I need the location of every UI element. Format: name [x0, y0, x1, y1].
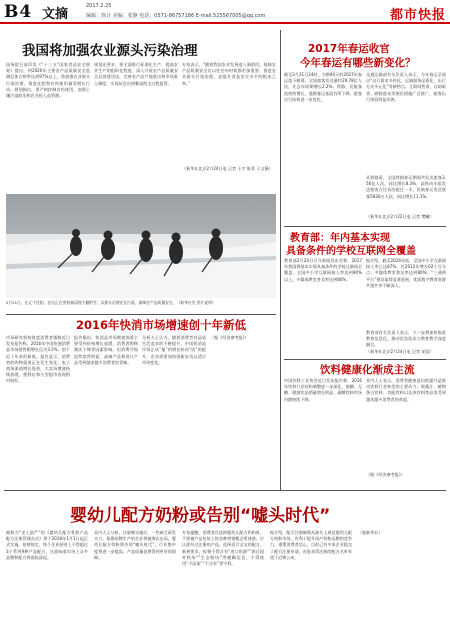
article6-body-col2: 业内人士分析，注册制实施后，一些缺乏研发实力、依靠贴牌生产的企业将被淘汰出局，婴幼儿配方奶粉将告别“嘘头时代”，行业集中度将进一步提高，产品质量也将得到更好的保障。 — [94, 530, 176, 560]
article5-title: 饮料健康化渐成主流 — [320, 364, 415, 376]
article4-title: 2016年快消市场增速创十年新低 — [76, 318, 247, 332]
article1-body-col3: 专家表示，“随着我国农业发展进入新阶段，保障农产品质量安全比以往任何时候都更加重要。推进农业源头污染治理，是提升食品安全水平的根本之举。” — [182, 62, 276, 86]
article2-title-line2: 今年春运有哪些新变化？ — [300, 57, 416, 69]
article5-body-col1: 中国饮料工业协会近日发布报告称，2016年饮料行业结构调整进一步深化，低糖、无糖、健康饮品销量增长明显，碳酸饮料市场份额持续下降。 — [284, 378, 362, 402]
article3-byline: （新华社北京2月24日电 记者 胡浩） — [366, 349, 434, 354]
page-number: B4 — [4, 2, 33, 22]
article4-body-col4: （据《经济参考报》） — [210, 335, 249, 340]
article6-body-col5: （据新华社） — [358, 530, 383, 535]
article1-body-col2: 规划还要求，要全面推行标准化生产，提高农业生产的组织化程度，深入开展农产品质量安全县创建活动，完善农产品产地准出和市场准入制度，实现从农田到餐桌的全过程监管。 — [94, 62, 178, 86]
article3-body-col3: 教育部有关负责人表示，下一步将加快推进教育信息化，推动信息技术与教育教学深度融合。 — [366, 330, 446, 348]
divider-line — [4, 490, 446, 491]
article1-body-col1: 国务院日前印发《“十三五”国家食品安全规划》提出，到2020年主要农产品质量安全监测总体合格率达到97%以上，将加强农业源头污染治理，推进化肥和农药使用量零增长行动。规划指出，要严格控制农药使用，加强土壤污染防治和农业投入品管理。 — [6, 62, 90, 99]
article3-body-col1: 教育部2月24日召开新闻发布会称，2017年我国将基本实现具备条件的学校互联网全覆盖，全国中小学互联网接入率达到90%以上，多媒体教室普及率达到80%。 — [284, 258, 362, 282]
editor-line: 编辑：徐计 美编：张静 电话：0571-86757186 E-mail:525567005@qq.com — [86, 13, 266, 19]
issue-date: 2017.2.25 — [86, 3, 112, 9]
article6-body-col3: 专家提醒，消费者在选购婴幼儿配方奶粉时，不要被产品包装上的各种营销概念所迷惑，应认准经过注册的产品，选择适合宝宝的配方。新规要求，标签不得含有“进口奶源”“源自国外牧场”“生态牧场”等模糊信息，不得使用“不添加”“不含有”等字样。 — [182, 530, 264, 567]
section-name: 文摘 — [42, 7, 69, 22]
article4-body-col3: 分析人士认为，随着消费者对品质生活追求的不断提升，中国快消品市场正从“量”的增长转向“质”的提升，企业需要加快创新步伐以适应市场变化。 — [142, 335, 206, 365]
divider-line — [6, 314, 276, 315]
divider-line — [284, 359, 446, 360]
article6-body-col4: 据介绍，配方注册制将从源头上规范婴幼儿配方奶粉市场，有利于提升国产奶粉品牌的竞争力，重塑消费者信心。目前已有多家企业提交了配方注册申请，首批获得注册的配方名单有望于近期公布。 — [270, 530, 352, 560]
article1-byline: （新华社北京2月24日电 记者 王宇 陈菲 于文静） — [182, 166, 273, 171]
article4-body-col1: 市场研究机构凯度消费者指数近日发布报告称，2016年中国快速消费品市场销售额增长仅为3.5%，创下近十年来的新低。报告显示，消费者的购物渠道正在发生变化，电子商务渠道增长强劲，大卖场增速持续放缓，便利店和小型超市表现相对较好。 — [6, 335, 70, 384]
article5-body-col2: 业内人士表示，消费者健康意识的提升是推动饮料行业转型的主要动力。果蔬汁、植物蛋白饮料、功能饮料以及茶饮料等品类受到越来越多消费者的欢迎。 — [366, 378, 446, 402]
article5-byline: （据《经济参考报》） — [366, 472, 405, 477]
article2-byline: （新华社北京2月22日电 记者 樊曦） — [366, 214, 434, 219]
article2-body-col2: 交通运输部有关负责人表示，今年春运呈现出“出行需求多样化、运输服务品质化、出行方式多元化”等新特点。互联网售票、自助取票、刷脸进站等便民措施广泛推广，旅客出行体验明显改善。 — [366, 72, 446, 102]
article3-title-line2: 具备条件的学校互联网全覆盖 — [286, 246, 416, 257]
article2-body-col1: 截至2月21日24时，为期40天的2017年春运落下帷幕，全国旅客发送量约29.78亿人次，比去年同期增长2.2%。铁路、民航客流持续增长，道路客运客流有所下降，旅客出行结构进一步优化。 — [284, 72, 362, 102]
article6-body-col1: 被称为“史上最严”的《婴幼儿配方乳粉产品配方注册管理办法》将于2018年1月1日起正式实施。按照规定，每个企业原则上不得超过3个系列9种产品配方，这意味着市场上众多品牌和配方将面临清退。 — [6, 530, 88, 560]
news-photo-snow-clearing — [6, 194, 276, 298]
article2-body-col3: 从铁路看，全国铁路春运期间共发送旅客3.56亿人次，同比增长8.3%，高铁动车组发送旅客占比首次超过一半。民航春运发送旅客5830万人次，同比增长11.1%。 — [366, 175, 446, 199]
article6-title: 婴幼儿配方奶粉或告别“嘘头时代” — [70, 506, 331, 526]
article4-body-col2: 报告指出，快消品市场增速放缓主要受到价格增长放缓、消费者购物频次下降等因素影响。但消费升级趋势依然明显，高端产品和进口产品受到越来越多消费者的青睐。 — [74, 335, 138, 365]
article3-title-line1: 教育部：年内基本实现 — [290, 233, 390, 244]
newspaper-masthead: 都市快报 — [389, 8, 446, 23]
article1-title: 我国将加强农业源头污染治理 — [22, 43, 198, 59]
column-divider — [280, 30, 281, 490]
article2-title-line1: 2017年春运收官 — [308, 43, 390, 55]
page-header — [0, 0, 450, 24]
article3-body-col2: 据介绍，截至2016年底，全国中小学互联网接入率已达87%，比2012年增长62个百分点；多媒体教室普及率达到80%。“三通两平台”建设取得显著进展，优质数字教育资源共建共享不断深入。 — [366, 258, 446, 288]
divider-line — [284, 226, 446, 227]
photo-caption: 2月21日，在辽宁沈阳，农民正在用机械清理大棚积雪。从源头治理农业污染，保障农产品质量安全。（新华社发 图片说明） — [6, 300, 216, 305]
